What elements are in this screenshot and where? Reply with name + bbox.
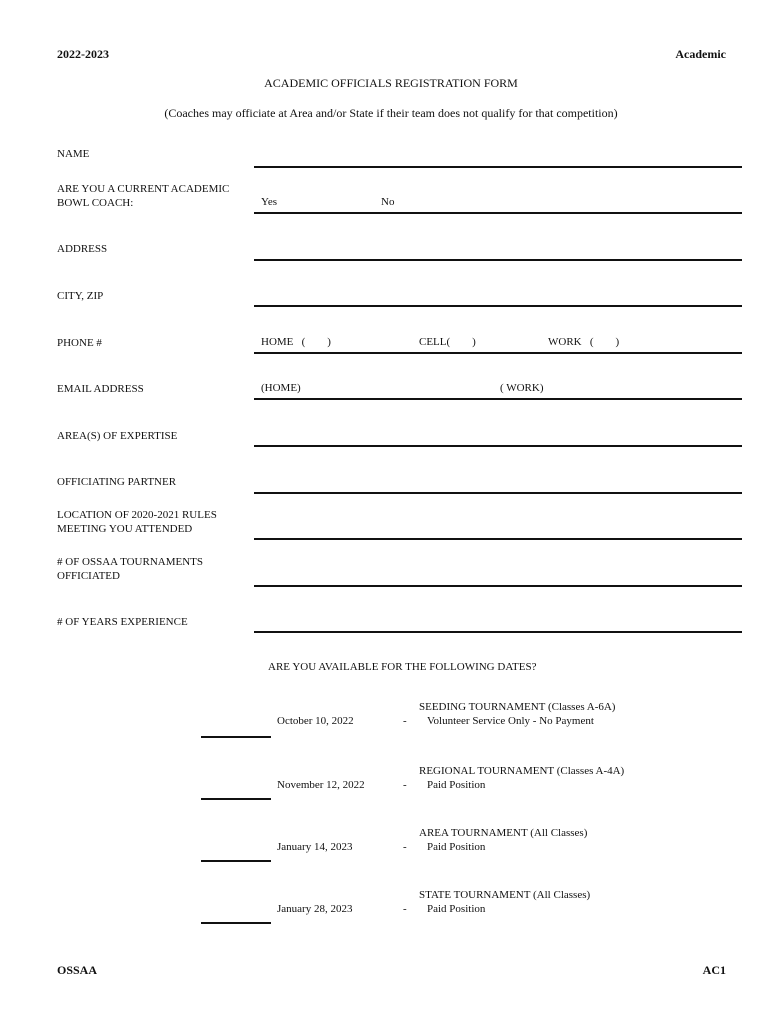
- coach-field[interactable]: [254, 212, 742, 214]
- availability-date: January 14, 2023: [277, 841, 353, 853]
- rules-field[interactable]: [254, 538, 742, 540]
- footer-org: OSSAA: [57, 963, 98, 977]
- expertise-field[interactable]: [254, 445, 742, 447]
- years-label: # OF YEARS EXPERIENCE: [57, 616, 188, 628]
- tournaments-label-line2: OFFICIATED: [57, 570, 120, 582]
- email-line: [254, 398, 742, 400]
- tournaments-label-line1: # OF OSSAA TOURNAMENTS: [57, 556, 203, 568]
- availability-dash: -: [403, 841, 407, 853]
- coach-yes-option[interactable]: Yes: [261, 196, 278, 208]
- category-label: Academic: [675, 47, 726, 61]
- email-label: EMAIL ADDRESS: [57, 383, 144, 395]
- availability-note: Paid Position: [427, 903, 486, 915]
- tournaments-field[interactable]: [254, 585, 742, 587]
- availability-question: ARE YOU AVAILABLE FOR THE FOLLOWING DATES?: [268, 661, 537, 673]
- availability-check-line[interactable]: [201, 736, 271, 738]
- form-title: ACADEMIC OFFICIALS REGISTRATION FORM: [264, 76, 518, 90]
- availability-dash: -: [403, 903, 407, 915]
- availability-date: January 28, 2023: [277, 903, 353, 915]
- availability-dash: -: [403, 715, 407, 727]
- city-zip-field[interactable]: [254, 305, 742, 307]
- rules-label-line1: LOCATION OF 2020-2021 RULES: [57, 509, 217, 521]
- phone-home-field[interactable]: HOME ( ): [261, 336, 331, 348]
- partner-label: OFFICIATING PARTNER: [57, 476, 177, 488]
- name-field[interactable]: [254, 166, 742, 168]
- years-field[interactable]: [254, 631, 742, 633]
- coach-no-option[interactable]: No: [381, 196, 395, 208]
- phone-cell-field[interactable]: CELL( ): [419, 336, 476, 348]
- availability-check-line[interactable]: [201, 860, 271, 862]
- availability-check-line[interactable]: [201, 922, 271, 924]
- availability-event: REGIONAL TOURNAMENT (Classes A-4A): [419, 765, 625, 777]
- name-label: NAME: [57, 148, 90, 160]
- availability-note: Paid Position: [427, 779, 486, 791]
- address-field[interactable]: [254, 259, 742, 261]
- coach-label-line2: BOWL COACH:: [57, 197, 134, 209]
- expertise-label: AREA(S) OF EXPERTISE: [57, 430, 178, 442]
- availability-note: Paid Position: [427, 841, 486, 853]
- phone-label: PHONE #: [57, 337, 102, 349]
- availability-event: AREA TOURNAMENT (All Classes): [419, 827, 588, 839]
- email-home-field[interactable]: (HOME): [261, 382, 301, 394]
- phone-work-field[interactable]: WORK ( ): [548, 336, 620, 348]
- availability-date: November 12, 2022: [277, 779, 365, 791]
- availability-event: STATE TOURNAMENT (All Classes): [419, 889, 591, 901]
- city-zip-label: CITY, ZIP: [57, 290, 104, 302]
- availability-dash: -: [403, 779, 407, 791]
- availability-event: SEEDING TOURNAMENT (Classes A-6A): [419, 701, 616, 713]
- coach-label-line1: ARE YOU A CURRENT ACADEMIC: [57, 183, 230, 195]
- availability-date: October 10, 2022: [277, 715, 354, 727]
- partner-field[interactable]: [254, 492, 742, 494]
- form-subtitle: (Coaches may officiate at Area and/or State if their team does not qualify for that competition): [164, 106, 618, 120]
- rules-label-line2: MEETING YOU ATTENDED: [57, 523, 193, 535]
- availability-note: Volunteer Service Only - No Payment: [427, 715, 594, 727]
- email-work-field[interactable]: ( WORK): [500, 382, 544, 394]
- availability-check-line[interactable]: [201, 798, 271, 800]
- phone-line: [254, 352, 742, 354]
- address-label: ADDRESS: [57, 243, 108, 255]
- footer-code: AC1: [702, 963, 726, 977]
- school-year: 2022-2023: [57, 47, 109, 61]
